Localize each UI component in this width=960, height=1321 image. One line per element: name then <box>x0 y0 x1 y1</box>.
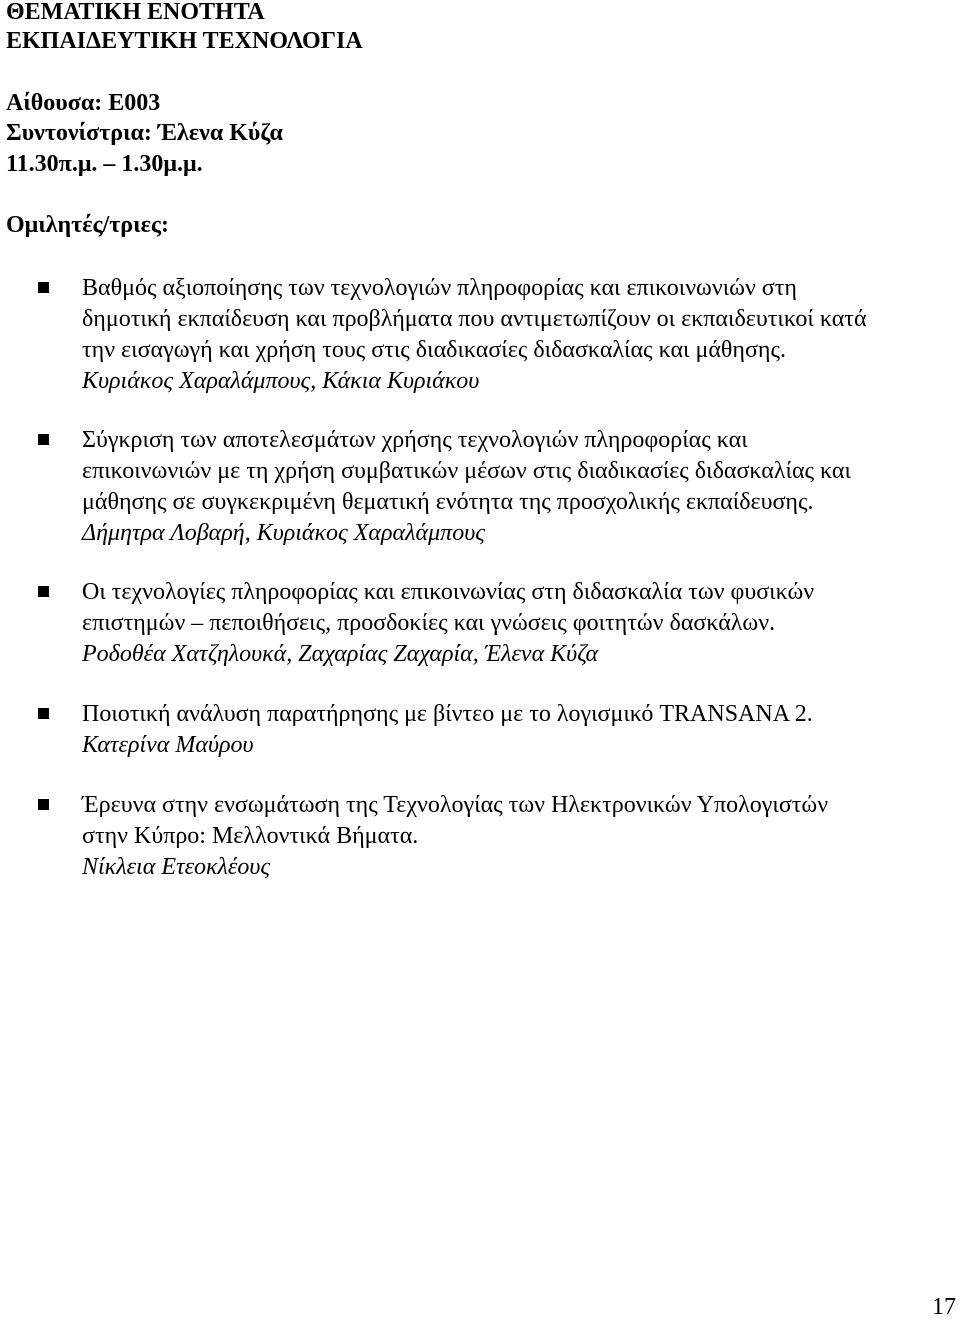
talk-authors: Κυριάκος Χαραλάμπους, Κάκια Κυριάκου <box>82 368 480 394</box>
talk-title-line: Έρευνα στην ενσωμάτωση της Τεχνολογίας των Ηλεκτρονικών Υπολογιστών <box>82 792 829 818</box>
talk-item <box>38 273 938 397</box>
page-number: 17 <box>932 1294 956 1320</box>
square-bullet-icon <box>38 708 49 719</box>
talk-title-line: στην Κύπρο: Μελλοντικά Βήματα. <box>82 823 419 849</box>
coordinator-label: Συντονίστρια: Έλενα Κύζα <box>6 120 283 146</box>
talk-title-line: επιστημών – πεποιθήσεις, προσδοκίες και γνώσεις φοιτητών δασκάλων. <box>82 610 776 636</box>
talk-item <box>38 425 938 549</box>
talk-item <box>38 790 938 883</box>
room-label: Αίθουσα: Ε003 <box>6 90 161 116</box>
talk-authors: Νίκλεια Ετεοκλέους <box>82 854 271 880</box>
speakers-heading: Ομιλητές/τριες: <box>6 212 169 238</box>
section-subtitle: ΕΚΠΑΙΔΕΥΤΙΚΗ ΤΕΧΝΟΛΟΓΙΑ <box>6 28 363 54</box>
square-bullet-icon <box>38 434 49 445</box>
talk-title-line: Ποιοτική ανάλυση παρατήρησης με βίντεο με το λογισμικό TRANSANA 2. <box>82 701 813 727</box>
time-label: 11.30π.μ. – 1.30μ.μ. <box>6 151 203 177</box>
talk-authors: Δήμητρα Λοβαρή, Κυριάκος Χαραλάμπους <box>82 520 485 546</box>
section-title: ΘΕΜΑΤΙΚΗ ΕΝΟΤΗΤΑ <box>6 0 265 25</box>
square-bullet-icon <box>38 799 49 810</box>
talk-title-line: δημοτική εκπαίδευση και προβλήματα που αντιμετωπίζουν οι εκπαιδευτικοί κατά <box>82 306 867 332</box>
talk-title-line: Οι τεχνολογίες πληροφορίας και επικοινωνίας στη διδασκαλία των φυσικών <box>82 579 815 605</box>
talk-authors: Ροδοθέα Χατζηλουκά, Ζαχαρίας Ζαχαρία, Έλενα Κύζα <box>82 641 599 667</box>
talk-title-line: επικοινωνιών με τη χρήση συμβατικών μέσων στις διαδικασίες διδασκαλίας και <box>82 458 851 484</box>
talk-title-line: Βαθμός αξιοποίησης των τεχνολογιών πληροφορίας και επικοινωνιών στη <box>82 275 797 301</box>
talk-title-line: την εισαγωγή και χρήση τους στις διαδικασίες διδασκαλίας και μάθησης. <box>82 337 786 363</box>
square-bullet-icon <box>38 282 49 293</box>
talk-title-line: μάθησης σε συγκεκριμένη θεματική ενότητα της προσχολικής εκπαίδευσης. <box>82 489 814 515</box>
talk-title-line: Σύγκριση των αποτελεσμάτων χρήσης τεχνολογιών πληροφορίας και <box>82 427 748 453</box>
square-bullet-icon <box>38 586 49 597</box>
talk-authors: Κατερίνα Μαύρου <box>82 732 254 758</box>
talk-item <box>38 699 938 761</box>
talk-item <box>38 577 938 670</box>
